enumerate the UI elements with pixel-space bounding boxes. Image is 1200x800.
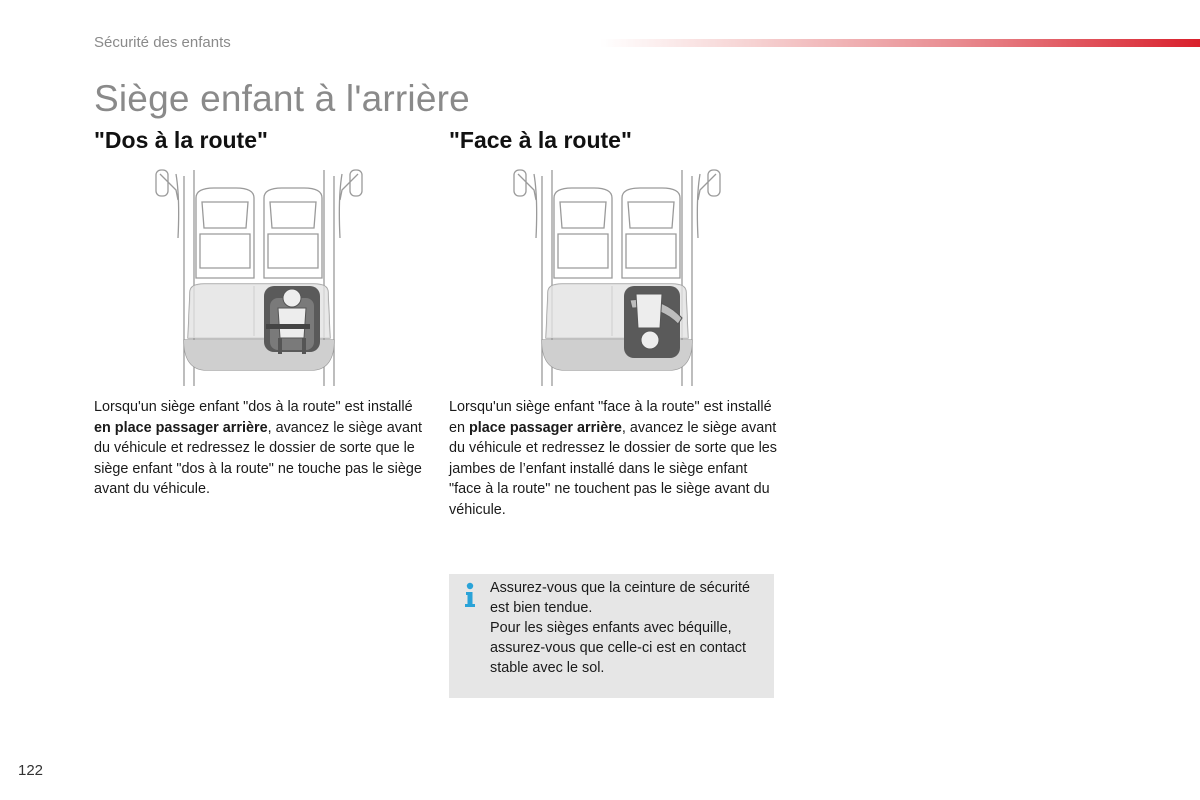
section-title: Sécurité des enfants bbox=[94, 34, 231, 51]
heading-rear-facing: "Dos à la route" bbox=[94, 127, 268, 153]
forward-text-end: , avancez le siège avant du véhicule et redressez le dossier de sorte que les jambes de l’enfant installé dans le siège enfant "face à la route" ne touchent pas le siège avant du véhicule. bbox=[449, 419, 777, 518]
rear-text-start: Lorsqu'un siège enfant "dos à la route" est installé bbox=[94, 399, 413, 415]
info-text bbox=[490, 578, 760, 678]
rear-text-bold: en place passager arrière bbox=[94, 419, 268, 436]
forward-text-start: Lorsqu'un siège enfant "face à la route" est installé en bbox=[449, 399, 772, 436]
forward-text-bold: place passager arrière bbox=[469, 419, 622, 436]
info-icon bbox=[464, 582, 476, 608]
rear-facing-child-seat-icon bbox=[154, 168, 364, 390]
forward-facing-description bbox=[449, 397, 779, 520]
page-title: Siège enfant à l'arrière bbox=[94, 78, 470, 119]
rear-facing-description bbox=[94, 397, 424, 500]
heading-forward-facing: "Face à la route" bbox=[449, 127, 632, 153]
header-accent-bar bbox=[600, 39, 1200, 47]
info-line-2: Pour les sièges enfants avec béquille, assurez-vous que celle-ci est en contact stable avec le sol. bbox=[490, 620, 746, 676]
forward-facing-child-seat-icon bbox=[512, 168, 722, 390]
info-line-1: Assurez-vous que la ceinture de sécurité est bien tendue. bbox=[490, 580, 750, 616]
page-number: 122 bbox=[18, 762, 44, 779]
rear-text-end: , avancez le siège avant du véhicule et redressez le dossier de sorte que le siège enfant "dos à la route" ne touche pas le siège avant du véhicule. bbox=[94, 419, 423, 497]
